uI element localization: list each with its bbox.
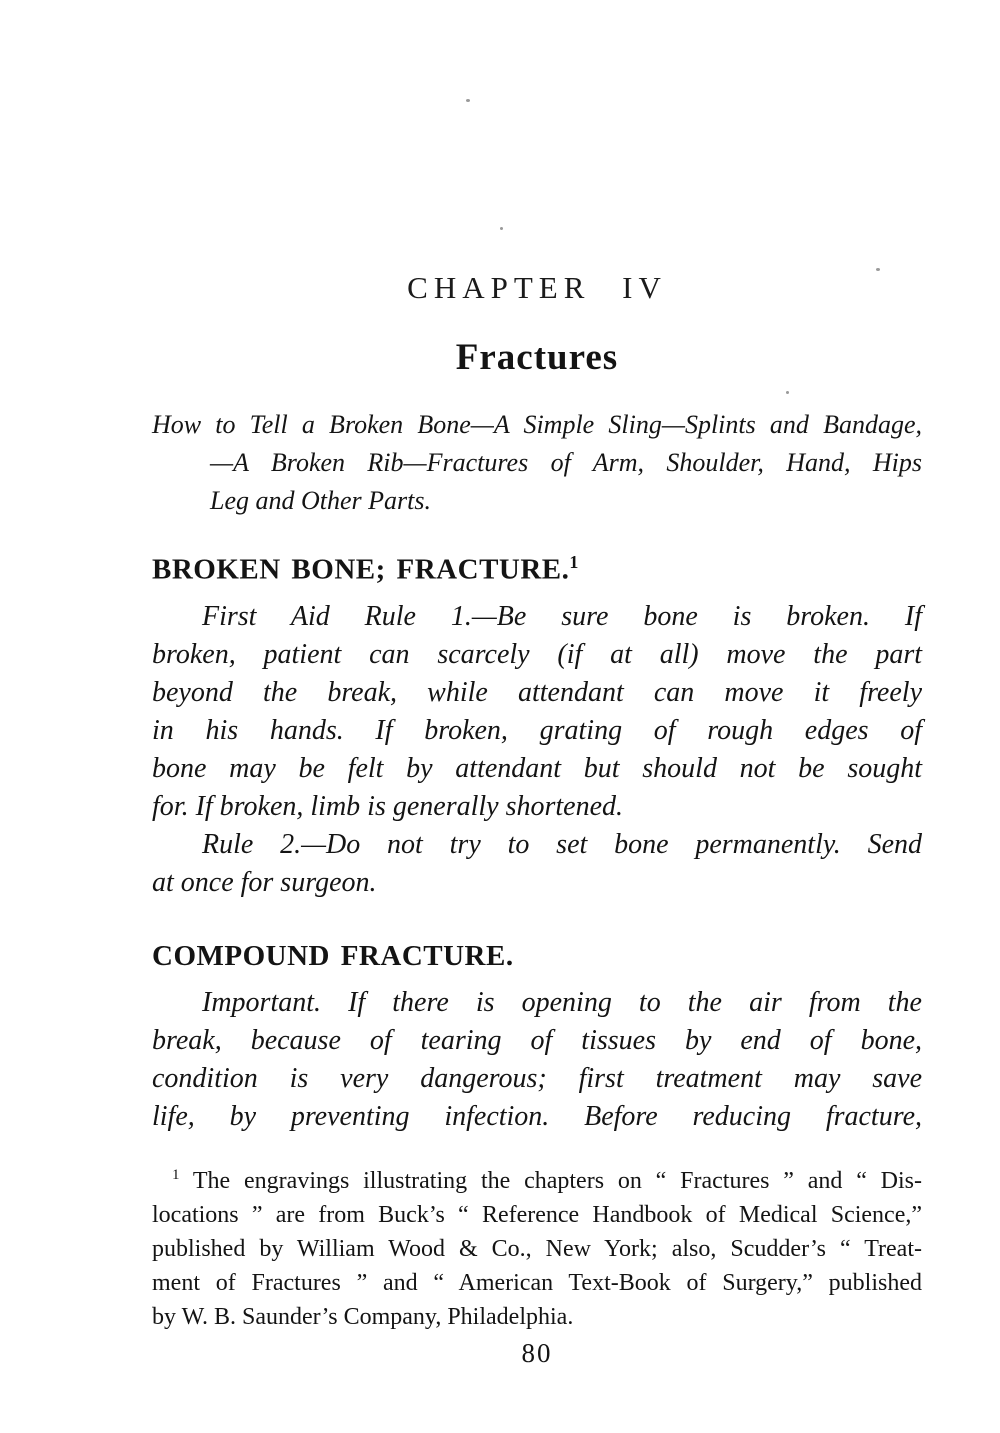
body-line: beyond the break, while attendant can move it freely: [152, 676, 922, 708]
body-line: Important. If there is opening to the air from the: [202, 986, 922, 1018]
footnote-marker: 1: [172, 1166, 180, 1183]
footnote-line: [152, 1158, 922, 1198]
section-heading-text: BROKEN BONE; FRACTURE.: [152, 553, 570, 586]
footnote: [152, 1158, 922, 1334]
scan-speck: [786, 391, 789, 394]
body-line: Rule 2.—Do not try to set bone permanently. Send: [202, 828, 922, 860]
synopsis-line: Leg and Other Parts.: [210, 486, 431, 515]
chapter-synopsis: [152, 406, 922, 520]
synopsis-line: —A Broken Rib—Fractures of Arm, Shoulder, Hand, Hips: [210, 448, 922, 477]
section-heading-broken-bone: [152, 544, 922, 588]
body-line: bone may be felt by attendant but should not be sought: [152, 752, 922, 784]
body-line: in his hands. If broken, grating of rough edges of: [152, 714, 922, 746]
section-heading-text: COMPOUND FRACTURE.: [152, 939, 514, 972]
footnote-reference: 1: [569, 552, 579, 572]
section-heading-compound-fracture: [152, 938, 922, 974]
page-text-column: [152, 0, 922, 1370]
paragraph-rule-2: [152, 826, 922, 902]
footnote-line: published by William Wood & Co., New York; also, Scudder’s “ Treat-: [152, 1235, 922, 1262]
body-line: condition is very dangerous; first treatment may save: [152, 1062, 922, 1094]
footnote-line: locations ” are from Buck’s “ Reference Handbook of Medical Science,”: [152, 1201, 922, 1228]
body-line: break, because of tearing of tissues by end of bone,: [152, 1024, 922, 1056]
synopsis-line: How to Tell a Broken Bone—A Simple Sling—Splints and Bandage,: [152, 410, 922, 439]
body-line: First Aid Rule 1.—Be sure bone is broken. If: [202, 600, 922, 632]
body-line: life, by preventing infection. Before reducing fracture,: [152, 1100, 922, 1132]
scan-speck: [876, 268, 880, 271]
paragraph-compound-fracture: [152, 984, 922, 1136]
footnote-line-text: The engravings illustrating the chapters on “ Fractures ” and “ Dis-: [192, 1167, 922, 1194]
body-line: for. If broken, limb is generally shortened.: [152, 790, 624, 822]
scan-speck: [500, 227, 503, 230]
footnote-line: by W. B. Saunder’s Company, Philadelphia.: [152, 1303, 574, 1330]
chapter-title: Fractures: [455, 337, 619, 378]
paragraph-first-aid-rule-1: [152, 598, 922, 826]
scan-speck: [466, 99, 470, 102]
page-number: 80: [521, 1337, 553, 1368]
body-line: broken, patient can scarcely (if at all) move the part: [152, 638, 922, 670]
body-line: at once for surgeon.: [152, 866, 377, 898]
footnote-line: ment of Fractures ” and “ American Text-Book of Surgery,” published: [152, 1269, 922, 1296]
chapter-heading: CHAPTER IV: [407, 270, 667, 305]
